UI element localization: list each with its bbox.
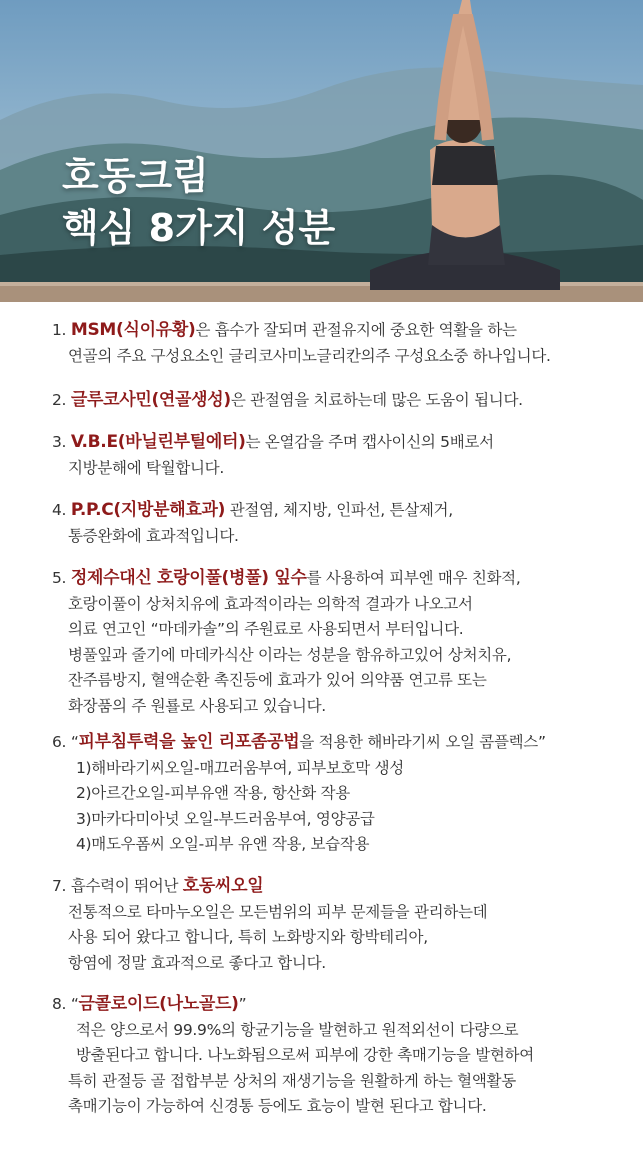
ingredient-name: 금콜로이드(나노골드)	[78, 994, 239, 1014]
ingredient-desc: 사용 되어 왔다고 합니다, 특히 노화방지와 항박테리아,	[68, 928, 428, 946]
ingredient-desc: 특히 관절등 골 접합부분 상처의 재생기능을 원활하게 하는 혈액활동	[68, 1071, 516, 1090]
ingredient-item-4: 4. P.P.C(지방분해효과) 관절염, 체지방, 인파선, 튼살제거, 통증완화에 효과적입니다.	[52, 498, 637, 549]
ingredient-name: P.P.C(지방분해효과)	[70, 500, 226, 520]
hero-title-line2: 핵심 8가지 성분	[62, 206, 336, 250]
ingredient-desc: 4)매도우폼씨 오일-피부 유앤 작용, 보습작용	[76, 835, 370, 853]
ingredient-desc: 3)마카다미아넛 오일-부드러움부여, 영양공급	[76, 809, 375, 828]
ingredient-desc: 촉매기능이 가능하여 신경통 등에도 효능이 발현 된다고 합니다.	[68, 1097, 487, 1115]
ingredient-desc: 방출된다고 합니다. 나노화됨으로써 피부에 강한 촉매기능을 발현하여	[76, 1046, 534, 1064]
ingredient-desc: 항염에 정말 효과적으로 좋다고 합니다.	[68, 953, 326, 972]
ingredient-desc: 호랑이풀이 상처치유에 효과적이라는 의학적 결과가 나오고서	[68, 594, 473, 613]
hero-title	[62, 150, 335, 254]
ingredient-item-2: 2. 글루코사민(연골생성)은 관절염을 치료하는데 많은 도움이 됩니다.	[52, 390, 523, 410]
ingredient-desc: 통증완화에 효과적입니다.	[68, 526, 239, 545]
ingredient-name: MSM(식이유황)	[70, 320, 196, 340]
ingredient-name: 호동씨오일	[182, 876, 264, 896]
ingredient-desc: 화장품의 주 원룔로 사용되고 있습니다.	[68, 696, 326, 715]
ingredient-desc: 2)아르간오일-피부유앤 작용, 항산화 작용	[76, 784, 350, 802]
ingredient-name: V.B.E(바닐린부틸에터)	[70, 432, 246, 452]
hero-title-line1: 호동크림	[62, 154, 209, 198]
ingredient-name: 정제수대신 호랑이풀(병풀) 잎수	[70, 568, 307, 588]
ingredient-item-7: 7. 흡수력이 뛰어난 호동씨오일 전통적으로 타마누오일은 모든범위의 피부 문제들을 관리하는데 사용 되어 왔다고 합니다, 특히 노화방지와 항박테리아, 항염에 정말 효과적으로 좋다고 합니다.	[52, 874, 637, 976]
ingredient-item-3: 3. V.B.E(바닐린부틸에터)는 온열감을 주며 캡사이신의 5배로서 지방분해에 탁월합니다.	[52, 430, 637, 481]
ingredient-desc: 잔주름방지, 혈액순환 촉진등에 효과가 있어 의약품 연고류 또는	[68, 671, 487, 689]
ingredient-name: 글루코사민(연골생성)	[70, 390, 231, 410]
hero-banner	[0, 0, 643, 302]
ingredient-item-5: 5. 정제수대신 호랑이풀(병풀) 잎수를 사용하여 피부엔 매우 친화적, 호랑이풀이 상처치유에 효과적이라는 의학적 결과가 나오고서 의료 연고인 “마데카솔”의 주원료로 사용되면서 부터입니다. 병풀잎과 줄기에 마데카식산 이라는 성분을 함유하고있어 상처치유, 잔주름방지, 혈액순환 촉진등에 효과가 있어 의약품 연고류 또는 화장품의 주 원룔로 사용되고 있습니다.	[52, 566, 637, 719]
ingredient-name: 피부침투력을 높인 리포좀공법	[78, 732, 300, 752]
ingredient-desc: 의료 연고인 “마데카솔”의 주원료로 사용되면서 부터입니다.	[68, 620, 464, 638]
ingredient-desc: 지방분해에 탁월합니다.	[68, 458, 224, 477]
ingredient-item-6: 6. “피부침투력을 높인 리포좀공법을 적용한 해바라기씨 오일 콤플렉스” 1)해바라기씨오일-매끄러움부여, 피부보호막 생성 2)아르간오일-피부유앤 작용, 항산화 작용 3)마카다미아넛 오일-부드러움부여, 영양공급 4)매도우폼씨 오일-피부 유앤 작용, 보습작용	[52, 730, 637, 858]
ingredient-desc: 1)해바라기씨오일-매끄러움부여, 피부보호막 생성	[76, 758, 404, 777]
ingredient-desc: 병풀잎과 줄기에 마데카식산 이라는 성분을 함유하고있어 상처치유,	[68, 645, 512, 664]
ingredient-desc: 적은 양으로서 99.9%의 항균기능을 발현하고 원적외선이 다량으로	[76, 1020, 519, 1039]
ingredient-desc: 전통적으로 타마누오일은 모든범위의 피부 문제들을 관리하는데	[68, 902, 488, 921]
ingredient-item-1: 1. MSM(식이유황)은 흡수가 잘되며 관절유지에 중요한 역활을 하는 연골의 주요 구성요소인 글리코사미노글리칸의주 구성요소중 하나입니다.	[52, 318, 637, 369]
ingredient-desc: 연골의 주요 구성요소인 글리코사미노글리칸의주 구성요소중 하나입니다.	[68, 346, 551, 365]
ingredient-item-8: 8. “금콜로이드(나노골드)” 적은 양으로서 99.9%의 항균기능을 발현하고 원적외선이 다량으로 방출된다고 합니다. 나노화됨으로써 피부에 강한 촉매기능을 발현하여 특히 관절등 골 접합부분 상처의 재생기능을 원활하게 하는 혈액활동 촉매기능이 가능하여 신경통 등에도 효능이 발현 된다고 합니다.	[52, 992, 637, 1120]
